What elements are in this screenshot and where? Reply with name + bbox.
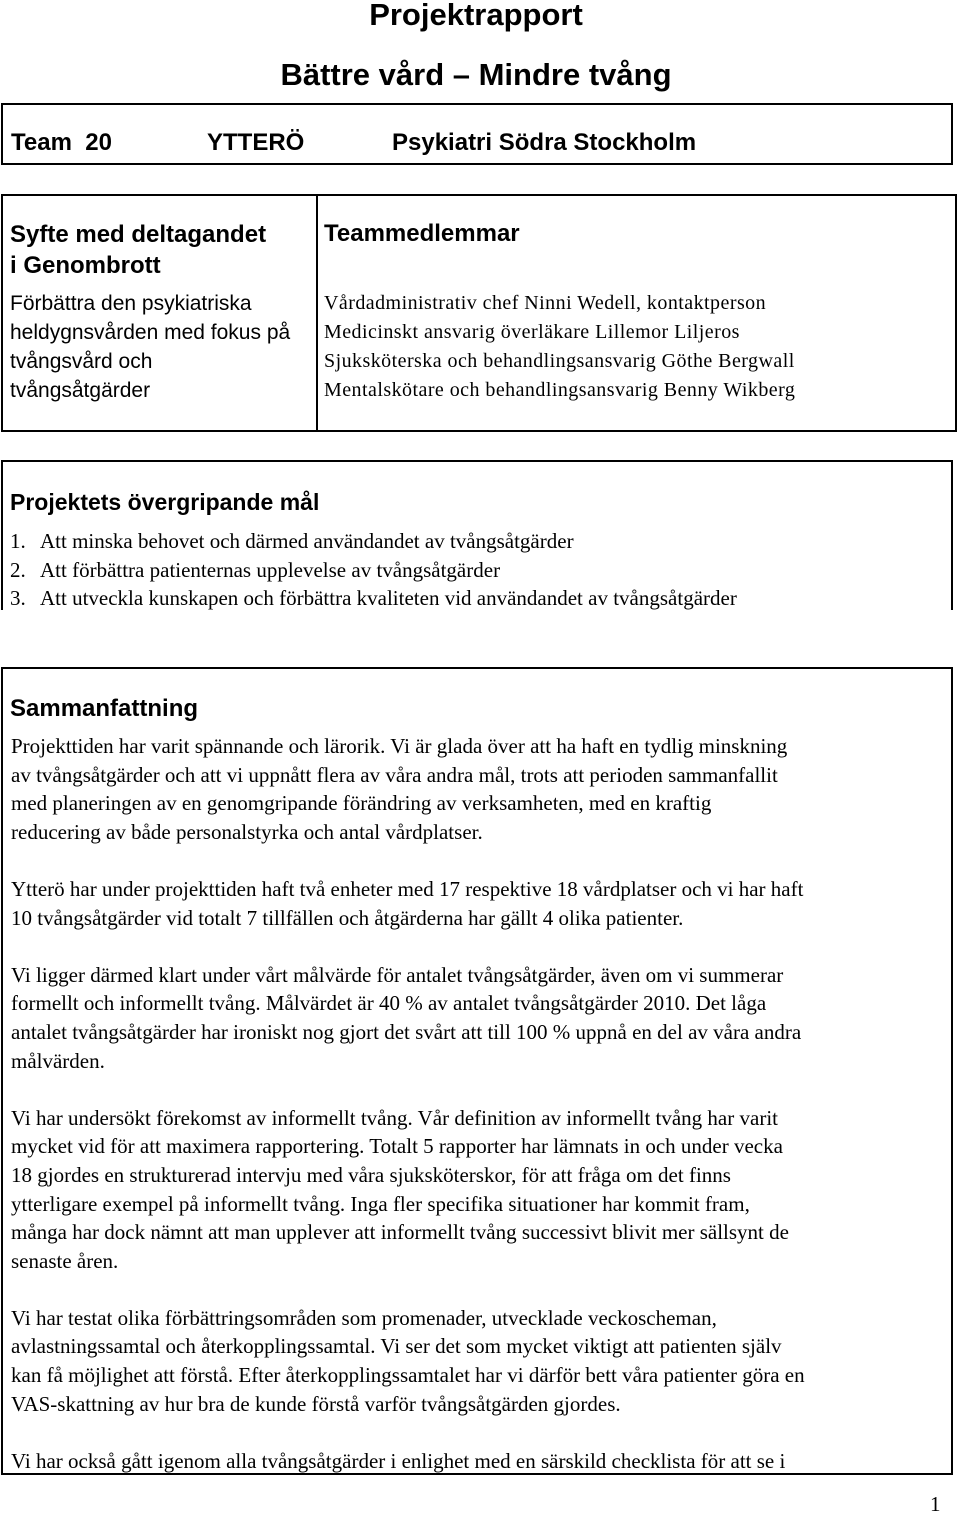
summary-line: av tvångsåtgärder och att vi uppnått flera av våra andra mål, trots att perioden sammanfallit: [11, 762, 778, 787]
goal-text: Att utveckla kunskapen och förbättra kvaliteten vid användandet av tvångsåtgärder: [40, 586, 737, 611]
summary-line: mycket vid för att maximera rapportering. Totalt 5 rapporter har lämnats in och under vecka: [11, 1134, 783, 1159]
summary-paragraph: [11, 1304, 956, 1418]
document-subtitle: Bättre vård – Mindre tvång: [280, 57, 672, 92]
goal-item: [10, 527, 737, 556]
goal-number: 2.: [10, 557, 26, 582]
member-item: Medicinskt ansvarig överläkare Lillemor Liljeros: [324, 321, 740, 343]
members-list: [324, 289, 795, 405]
team-number: Team 20: [11, 129, 112, 156]
purpose-heading: [10, 219, 310, 281]
team-name: YTTERÖ: [207, 129, 305, 156]
member-item: Mentalskötare och behandlingsansvarig Benny Wikberg: [324, 379, 796, 401]
summary-line: många har dock nämnt att man upplever att informellt tvång successivt blivit mer sällsynt de: [11, 1220, 789, 1245]
team-organization: Psykiatri Södra Stockholm: [392, 129, 697, 156]
purpose-line: tvångsvård och: [10, 350, 153, 373]
goal-number: 3.: [10, 586, 26, 611]
summary-body: [11, 732, 956, 1504]
summary-paragraph: [11, 1447, 956, 1476]
summary-heading: Sammanfattning: [10, 695, 199, 722]
summary-paragraph: [11, 1104, 956, 1276]
purpose-members-table: [1, 194, 957, 432]
purpose-line: tvångsåtgärder: [10, 379, 151, 402]
goal-item: [10, 556, 737, 585]
column-divider: [316, 196, 318, 430]
summary-line: Ytterö har under projekttiden haft två enheter med 17 respektive 18 vårdplatser och vi har haft: [11, 876, 804, 901]
page-number: 1: [930, 1492, 941, 1516]
summary-section: [1, 667, 953, 1475]
summary-line: ytterligare exempel på informellt tvång. Inga fler specifika situationer har kommit fram,: [11, 1191, 750, 1216]
summary-line: Vi har testat olika förbättringsområden som promenader, utvecklade veckoscheman,: [11, 1305, 717, 1330]
purpose-line: heldygnsvården med fokus på: [10, 321, 291, 344]
members-heading: Teammedlemmar: [324, 220, 520, 247]
purpose-heading-line: Syfte med deltagandet: [10, 221, 267, 248]
summary-line: Vi ligger därmed klart under vårt målvärde för antalet tvångsåtgärder, även om vi summerar: [11, 962, 784, 987]
goals-heading: Projektets övergripande mål: [10, 489, 320, 515]
member-item: Vårdadministrativ chef Ninni Wedell, kontaktperson: [324, 292, 767, 314]
summary-line: målvärden.: [11, 1048, 105, 1073]
summary-paragraph: [11, 732, 956, 846]
member-item: Sjuksköterska och behandlingsansvarig Göthe Bergwall: [324, 350, 795, 372]
summary-line: Projekttiden har varit spännande och lärorik. Vi är glada över att ha haft en tydlig minskning: [11, 734, 788, 758]
goal-number: 1.: [10, 529, 26, 553]
purpose-heading-line: i Genombrott: [10, 252, 161, 279]
summary-paragraph: [11, 961, 956, 1075]
summary-line: VAS-skattning av hur bra de kunde förstå varför tvångsåtgärden gjordes.: [11, 1391, 621, 1416]
purpose-text: [10, 289, 315, 405]
document-title: Projektrapport: [369, 0, 583, 32]
goal-text: Att förbättra patienternas upplevelse av tvångsåtgärder: [40, 557, 501, 582]
goals-list: [10, 527, 737, 613]
summary-line: formellt och informellt tvång. Målvärdet är 40 % av antalet tvångsåtgärder 2010. Det låga: [11, 991, 767, 1016]
summary-line: kan få möjlighet att förstå. Efter återkopplingssamtalet har vi därför bett våra patienter göra en: [11, 1363, 805, 1388]
summary-line: Vi har också gått igenom alla tvångsåtgärder i enlighet med en särskild checklista för att se i: [11, 1448, 786, 1473]
summary-paragraph: [11, 875, 956, 932]
summary-line: senaste åren.: [11, 1248, 119, 1273]
purpose-line: Förbättra den psykiatriska: [10, 292, 252, 315]
goal-text: Att minska behovet och därmed användandet av tvångsåtgärder: [40, 529, 574, 553]
summary-line: reducering av både personalstyrka och antal vårdplatser.: [11, 819, 483, 844]
summary-line: Vi har undersökt förekomst av informellt tvång. Vår definition av informellt tvång har varit: [11, 1105, 778, 1130]
summary-line: 18 gjordes en strukturerad intervju med våra sjuksköterskor, för att fråga om det finns: [11, 1162, 731, 1187]
team-header-box: [1, 103, 953, 165]
summary-line: antalet tvångsåtgärder har ironiskt nog gjort det svårt att till 100 % uppnå en del av våra andra: [11, 1019, 802, 1044]
goals-section: [1, 460, 953, 610]
summary-line: 10 tvångsåtgärder vid totalt 7 tillfällen och åtgärderna har gällt 4 olika patienter.: [11, 905, 684, 930]
summary-line: med planeringen av en genomgripande förändring av verksamheten, med en kraftig: [11, 791, 712, 816]
summary-line: avlastningssamtal och återkopplingssamtal. Vi ser det som mycket viktigt att patienten själv: [11, 1334, 782, 1359]
goal-item: [10, 584, 737, 613]
